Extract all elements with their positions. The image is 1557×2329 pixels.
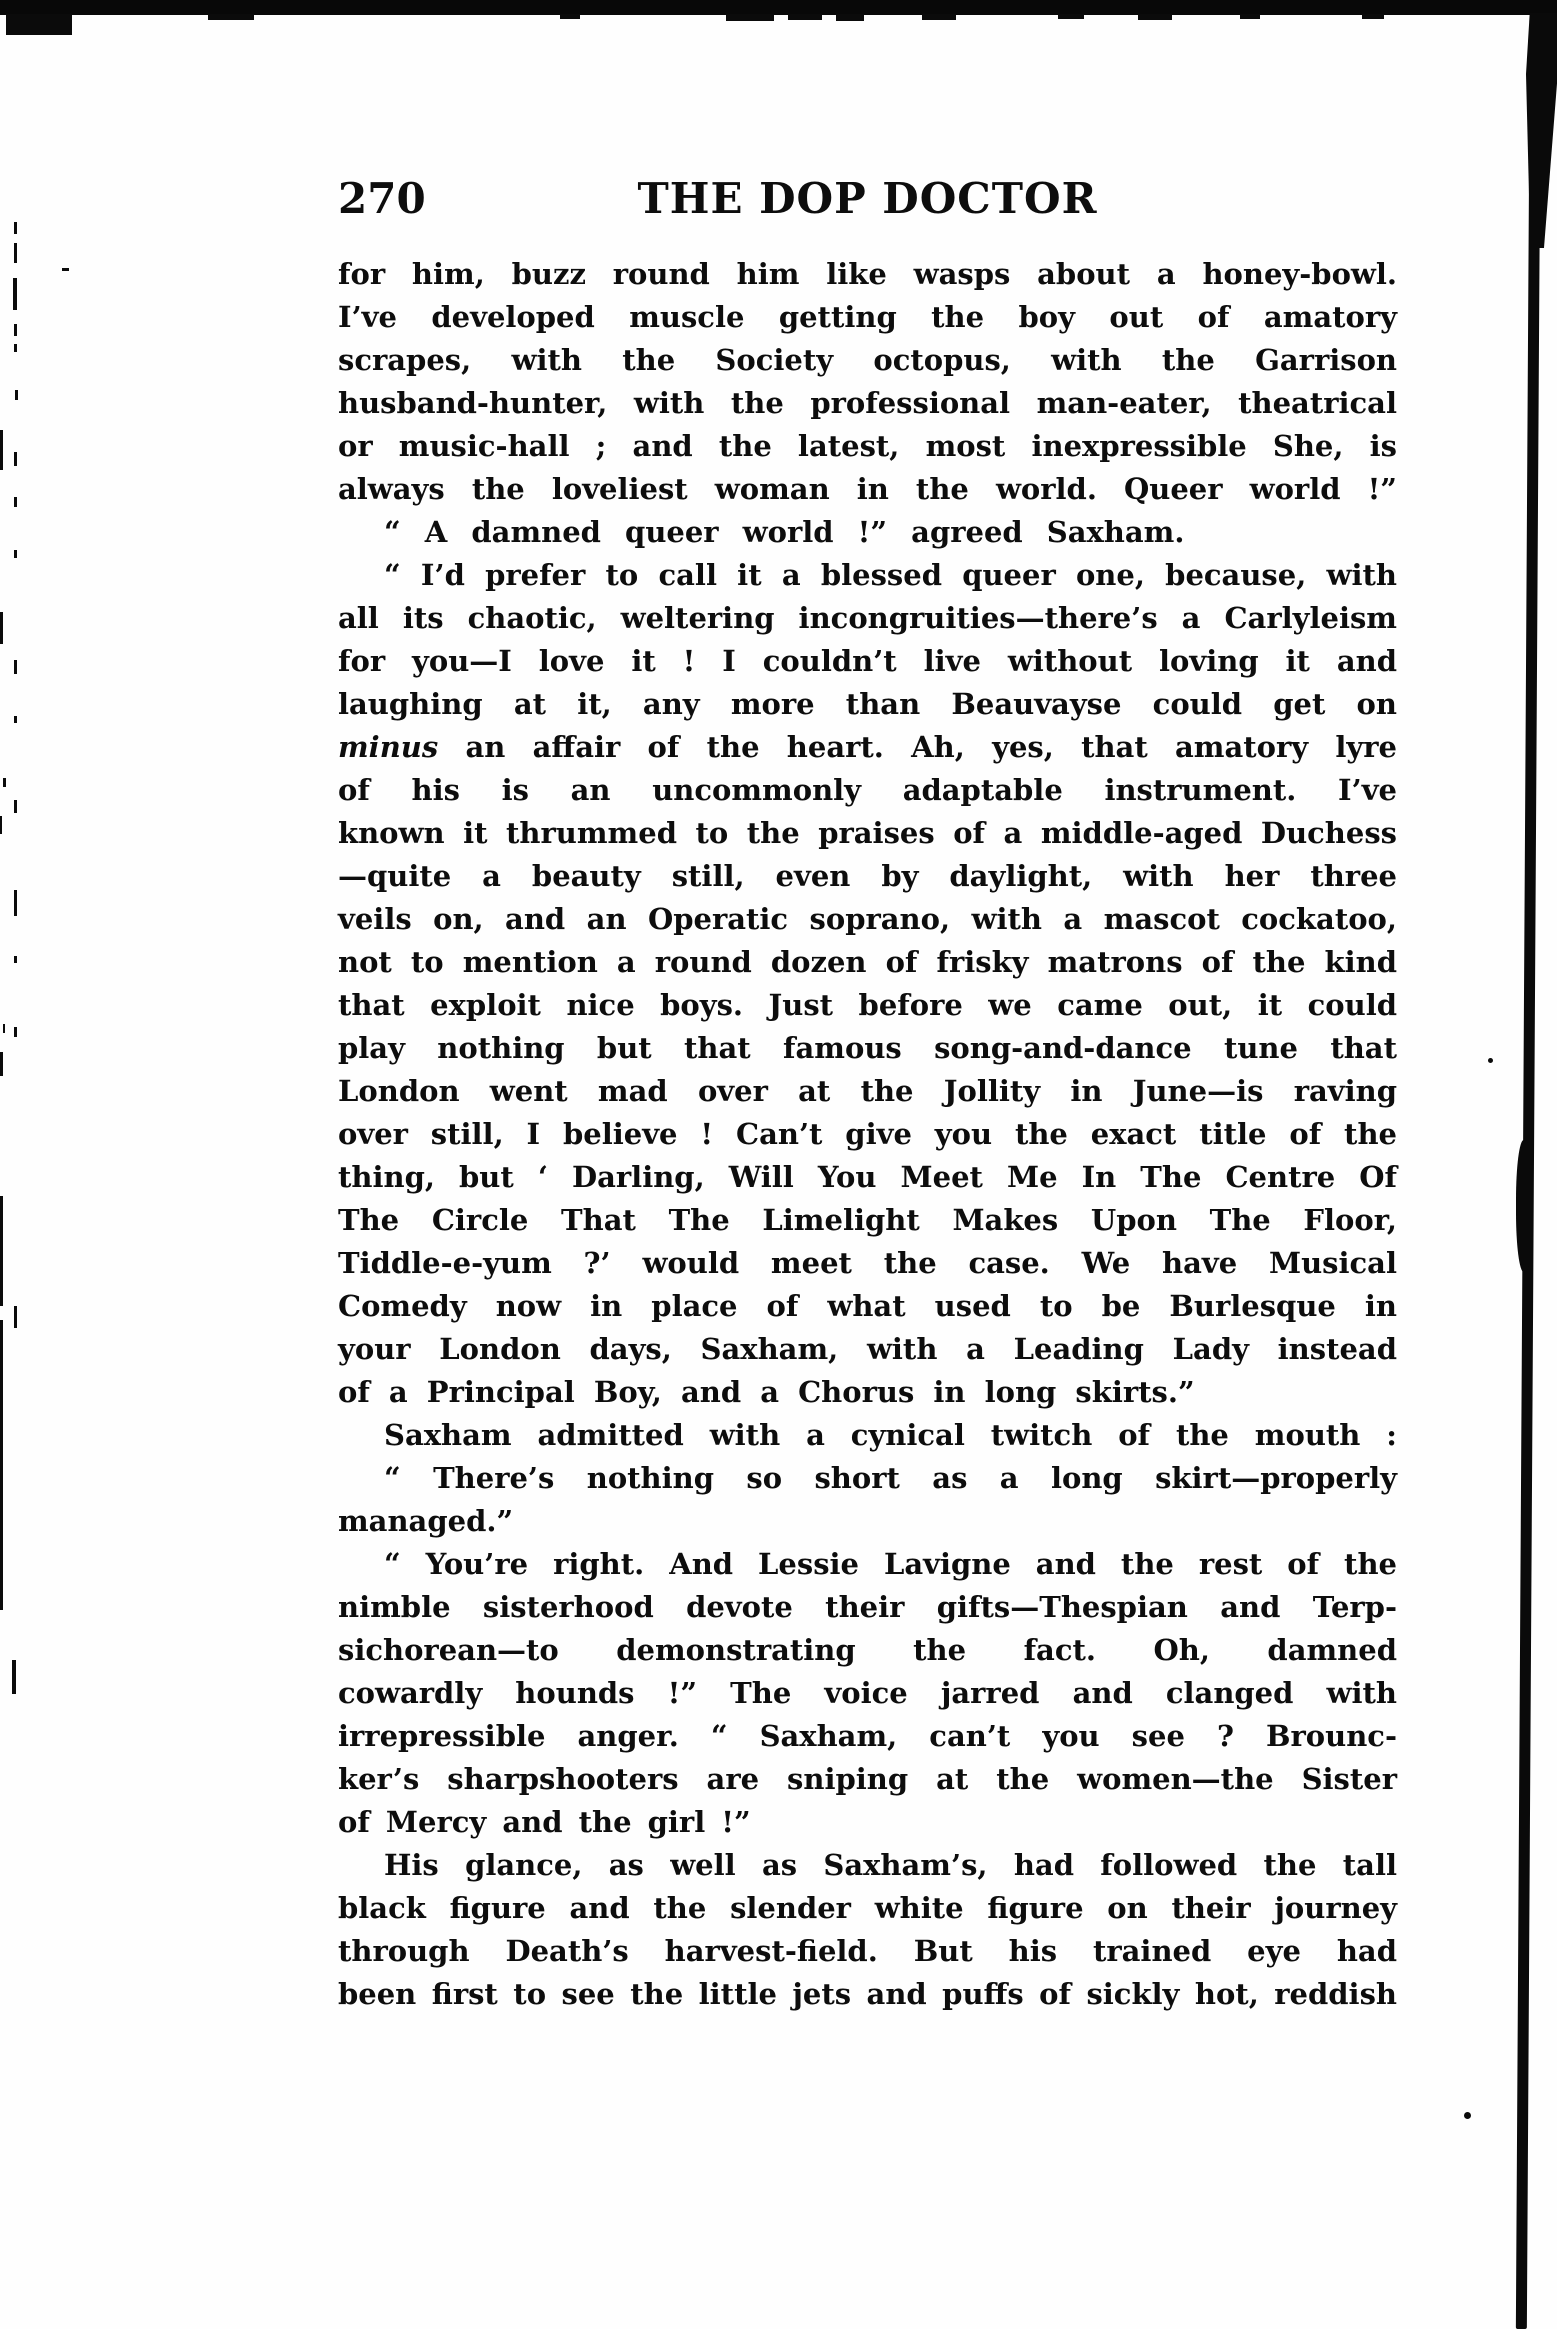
scan-speck [3,1024,5,1033]
scan-speck [14,243,17,263]
text-line [338,296,1397,339]
text-run: irrepressible anger. “ Saxham, can’t you see ? Brounc- [338,1719,1397,1753]
text-run: your London days, Saxham, with a Leading Lady instead [338,1332,1397,1366]
scan-speck [14,890,17,916]
scan-top-edge-tooth [208,14,254,20]
text-run: for him, buzz round him like wasps about a honey-bowl. [338,257,1397,291]
text-line [338,984,1397,1027]
text-run: The Circle That The Limelight Makes Upon The Floor, [338,1203,1397,1237]
text-run: of Mercy and the girl !” [338,1805,751,1839]
text-run: “ There’s nothing so short as a long skirt—properly [384,1461,1397,1495]
text-run: been first to see the little jets and puffs of sickly hot, reddish [338,1977,1397,2011]
scan-speck [14,956,17,963]
scan-speck [13,278,17,310]
text-line [338,640,1397,683]
text-line [338,769,1397,812]
text-line [338,597,1397,640]
text-run: not to mention a round dozen of frisky matrons of the kind [338,945,1397,979]
text-run: through Death’s harvest-field. But his trained eye had [338,1934,1397,1968]
text-run: sichorean—to demonstrating the fact. Oh, damned [338,1633,1397,1667]
text-line [338,339,1397,382]
text-line [338,1801,1397,1844]
text-line [338,1371,1397,1414]
scan-speck [14,1306,17,1328]
text-line [338,1715,1397,1758]
text-line [338,1844,1397,1887]
text-run: —quite a beauty still, even by daylight, with her three [338,859,1397,893]
text-line [338,1629,1397,1672]
text-run: “ I’d prefer to call it a blessed queer one, because, with [384,558,1397,592]
text-line [338,1457,1397,1500]
text-run: nimble sisterhood devote their gifts—Thespian and Terp- [338,1590,1397,1624]
text-line [338,1242,1397,1285]
text-line [338,382,1397,425]
text-run: ker’s sharpshooters are sniping at the women—the Sister [338,1762,1397,1796]
scan-speck [14,1027,17,1037]
running-title: THE DOP DOCTOR [637,174,1098,223]
text-run: all its chaotic, weltering incongruities—there’s a Carlyleism [338,601,1397,635]
text-run: London went mad over at the Jollity in June—is raving [338,1074,1397,1108]
scan-speck [0,1320,3,1610]
text-line [338,726,1397,769]
text-run: known it thrummed to the praises of a middle-aged Duchess [338,816,1397,850]
text-run: husband-hunter, with the professional man-eater, theatrical [338,386,1397,420]
scan-speck [14,222,17,234]
text-line [338,1930,1397,1973]
scan-top-edge-tooth [836,14,864,21]
text-run: cowardly hounds !” The voice jarred and clanged with [338,1676,1397,1710]
scan-top-edge-tooth [726,14,774,21]
scan-speck [14,344,17,352]
text-run: of his is an uncommonly adaptable instrument. I’ve [338,773,1397,807]
scan-top-edge-tooth [1240,14,1260,19]
scan-spine-bulge [1516,1140,1533,1272]
scan-speck [14,550,17,558]
text-line [338,683,1397,726]
text-line [338,1156,1397,1199]
scan-speck [1464,2112,1471,2119]
text-run: veils on, and an Operatic soprano, with a mascot cockatoo, [338,902,1397,936]
text-run: laughing at it, any more than Beauvayse could get on [338,687,1397,721]
scan-speck [14,716,17,723]
text-run: His glance, as well as Saxham’s, had followed the tall [384,1848,1397,1882]
scan-speck [1488,1058,1493,1063]
scan-spine-corner-blob [1526,13,1557,248]
scan-speck [15,390,18,400]
text-line [338,1672,1397,1715]
scan-speck [0,1052,3,1076]
text-line [338,1285,1397,1328]
text-run: Tiddle-e-yum ?’ would meet the case. We have Musical [338,1246,1397,1280]
page-text [338,253,1397,2016]
text-line [338,1586,1397,1629]
scan-speck [3,778,6,787]
text-line [338,511,1397,554]
text-line [338,1500,1397,1543]
text-run: play nothing but that famous song-and-dance tune that [338,1031,1397,1065]
text-run: Comedy now in place of what used to be Burlesque in [338,1289,1397,1323]
scan-speck [0,612,3,644]
text-run: I’ve developed muscle getting the boy out of amatory [338,300,1397,334]
text-run: scrapes, with the Society octopus, with the Garrison [338,343,1397,377]
text-line [338,1199,1397,1242]
text-run: of a Principal Boy, and a Chorus in long skirts.” [338,1375,1195,1409]
text-line [338,1973,1397,2016]
scan-speck [62,268,69,271]
scan-speck [14,660,17,674]
text-line [338,1414,1397,1457]
text-line [338,1113,1397,1156]
text-line [338,855,1397,898]
text-line [338,1070,1397,1113]
text-run: Saxham admitted with a cynical twitch of the mouth : [384,1418,1397,1452]
scan-speck [12,1660,16,1694]
page-header [338,176,1397,222]
scan-speck [0,1196,3,1306]
scan-top-edge-tooth [1058,14,1084,19]
scan-speck [0,816,2,834]
text-run: black figure and the slender white figure on their journey [338,1891,1397,1925]
text-run: “ A damned queer world !” agreed Saxham. [384,515,1185,549]
text-line [338,1328,1397,1371]
text-line [338,1027,1397,1070]
scan-top-edge-tooth [922,14,956,20]
text-run: an affair of the heart. Ah, yes, that amatory lyre [438,730,1397,764]
scan-top-edge-tooth [788,14,822,20]
text-line [338,425,1397,468]
text-run: that exploit nice boys. Just before we came out, it could [338,988,1397,1022]
text-line [338,468,1397,511]
scan-speck [14,800,17,813]
text-line [338,941,1397,984]
scan-speck [0,430,3,470]
scan-speck [14,497,17,507]
text-run: managed.” [338,1504,514,1538]
text-line [338,253,1397,296]
text-run: for you—I love it ! I couldn’t live without loving it and [338,644,1397,678]
scan-top-edge-tooth [1138,14,1172,20]
text-line [338,1543,1397,1586]
italic-text-run: minus [338,730,439,764]
text-line [338,1758,1397,1801]
text-line [338,812,1397,855]
scan-top-edge-bar [0,0,1557,15]
text-run: or music-hall ; and the latest, most inexpressible She, is [338,429,1397,463]
scan-top-edge-tooth [6,14,72,35]
scan-speck [14,324,17,336]
scan-top-edge-tooth [560,14,580,19]
scan-speck [14,452,17,466]
text-line [338,554,1397,597]
page-number: 270 [338,174,426,223]
text-line [338,898,1397,941]
text-run: always the loveliest woman in the world. Queer world !” [338,472,1397,506]
scan-top-edge-tooth [1362,14,1384,19]
text-line [338,1887,1397,1930]
text-run: over still, I believe ! Can’t give you the exact title of the [338,1117,1397,1151]
text-run: thing, but ‘ Darling, Will You Meet Me In The Centre Of [338,1160,1397,1194]
text-run: “ You’re right. And Lessie Lavigne and the rest of the [384,1547,1397,1581]
